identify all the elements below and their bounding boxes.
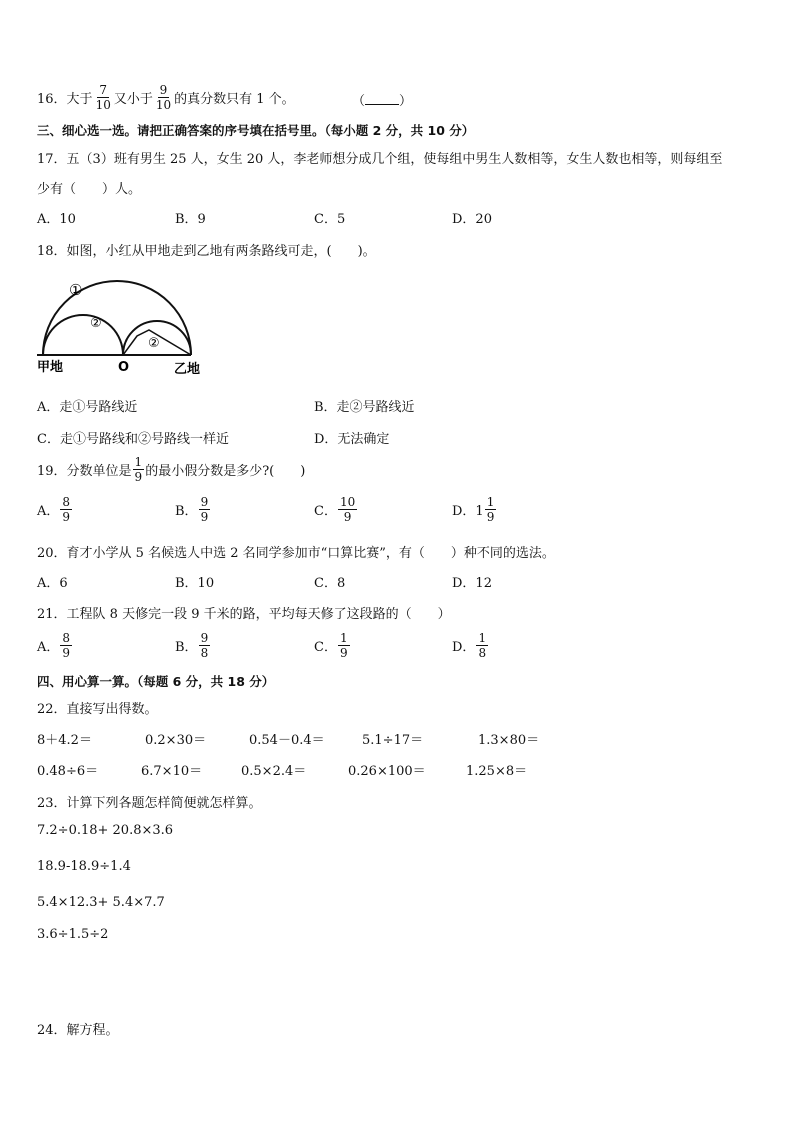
q21-text: 21．工程队 8 天修完一段 9 千米的路，平均每天修了这段路的（ ）: [37, 607, 451, 622]
end-label: 乙地: [174, 362, 201, 377]
start-label: 甲地: [37, 360, 64, 375]
q19-option-b[interactable]: B． $\frac{9}{9}$: [175, 495, 209, 524]
q17-option-d[interactable]: D．20: [452, 212, 492, 227]
q23-item-1: 7.2÷0.18+ 20.8×3.6: [37, 823, 174, 838]
q17-option-a[interactable]: A．10: [37, 212, 76, 227]
q22-calc-6: 0.48÷6＝: [37, 764, 99, 779]
q22-calc-2: 0.2×30＝: [145, 733, 207, 748]
q16-post: 的真分数只有 1 个。: [174, 92, 295, 107]
q16-mid: 又小于: [113, 92, 153, 107]
q22-calc-1: 8＋4.2＝: [37, 733, 92, 748]
route-2-arc-left: [43, 315, 123, 355]
q21-option-a[interactable]: A． $\frac{8}{9}$: [37, 631, 71, 660]
q22-calc-3: 0.54－0.4＝: [249, 733, 325, 748]
route-2-label-a: ②: [90, 316, 102, 331]
q18-option-a[interactable]: A．走①号路线近: [37, 400, 138, 415]
q19-option-a[interactable]: A． $\frac{8}{9}$: [37, 495, 71, 524]
q19-option-d[interactable]: D．1 $\frac{1}{9}$: [452, 495, 495, 524]
q22-calc-5: 1.3×80＝: [478, 733, 540, 748]
q20-option-b[interactable]: B．10: [175, 576, 215, 591]
route-diagram: [37, 278, 217, 382]
q23-item-3: 5.4×12.3+ 5.4×7.7: [37, 895, 165, 910]
q20-option-c[interactable]: C．8: [314, 576, 346, 591]
section-3-heading: 三、细心选一选。请把正确答案的序号填在括号里。（每小题 2 分，共 10 分）: [37, 123, 475, 138]
route-1-label: ①: [69, 281, 83, 299]
q16-pre: 大于: [66, 92, 93, 107]
q24-text: 24．解方程。: [37, 1023, 119, 1038]
q22-calc-9: 0.26×100＝: [348, 764, 426, 779]
q22-calc-7: 6.7×10＝: [141, 764, 203, 779]
q18-option-c[interactable]: C．走①号路线和②号路线一样近: [37, 432, 229, 447]
q16-answer-blank[interactable]: （ ）: [352, 94, 413, 109]
q17-text-line2: 少有（ ）人。: [37, 182, 142, 197]
q18-text: 18．如图，小红从甲地走到乙地有两条路线可走，( )。: [37, 244, 376, 259]
q16-fraction-2: $\frac{9}{10}$: [155, 83, 172, 112]
q18-option-d[interactable]: D．无法确定: [314, 432, 390, 447]
q17-text-line1: 17．五（3）班有男生 25 人，女生 20 人，李老师想分成几个组，使每组中男生人数相等，女生人数也相等，则每组至: [37, 152, 723, 167]
route-2-label-b: ②: [148, 336, 160, 351]
section-4-heading: 四、用心算一算。（每题 6 分，共 18 分）: [37, 674, 275, 689]
q23-text: 23．计算下列各题怎样简便就怎样算。: [37, 796, 262, 811]
q20-option-d[interactable]: D．12: [452, 576, 492, 591]
q17-option-b[interactable]: B．9: [175, 212, 206, 227]
q16-fraction-1: $\frac{7}{10}$: [95, 83, 111, 112]
q22-calc-4: 5.1÷17＝: [362, 733, 424, 748]
q21-option-c[interactable]: C． $\frac{1}{9}$: [314, 631, 348, 660]
q22-text: 22．直接写出得数。: [37, 702, 158, 717]
q19-fraction: $\frac{1}{9}$: [134, 455, 143, 484]
q22-calc-8: 0.5×2.4＝: [241, 764, 307, 779]
question-16: [37, 84, 295, 111]
q23-item-4: 3.6÷1.5÷2: [37, 927, 109, 942]
q21-option-b[interactable]: B． $\frac{9}{8}$: [175, 631, 209, 660]
q20-option-a[interactable]: A．6: [37, 576, 68, 591]
q16-number: 16．: [37, 92, 67, 107]
question-19: 19．分数单位是 $\frac{1}{9}$ 的最小假分数是多少?( ): [37, 455, 306, 484]
q22-calc-10: 1.25×8＝: [466, 764, 528, 779]
q23-item-2: 18.9-18.9÷1.4: [37, 859, 131, 874]
q19-option-c[interactable]: C． $\frac{10}{9}$: [314, 495, 356, 524]
center-label: O: [118, 360, 130, 375]
q17-option-c[interactable]: C．5: [314, 212, 346, 227]
q21-option-d[interactable]: D． $\frac{1}{8}$: [452, 631, 487, 660]
q18-option-b[interactable]: B．走②号路线近: [314, 400, 415, 415]
q20-text: 20．育才小学从 5 名候选人中选 2 名同学参加市“口算比赛”，有（ ）种不同的选法。: [37, 546, 555, 561]
